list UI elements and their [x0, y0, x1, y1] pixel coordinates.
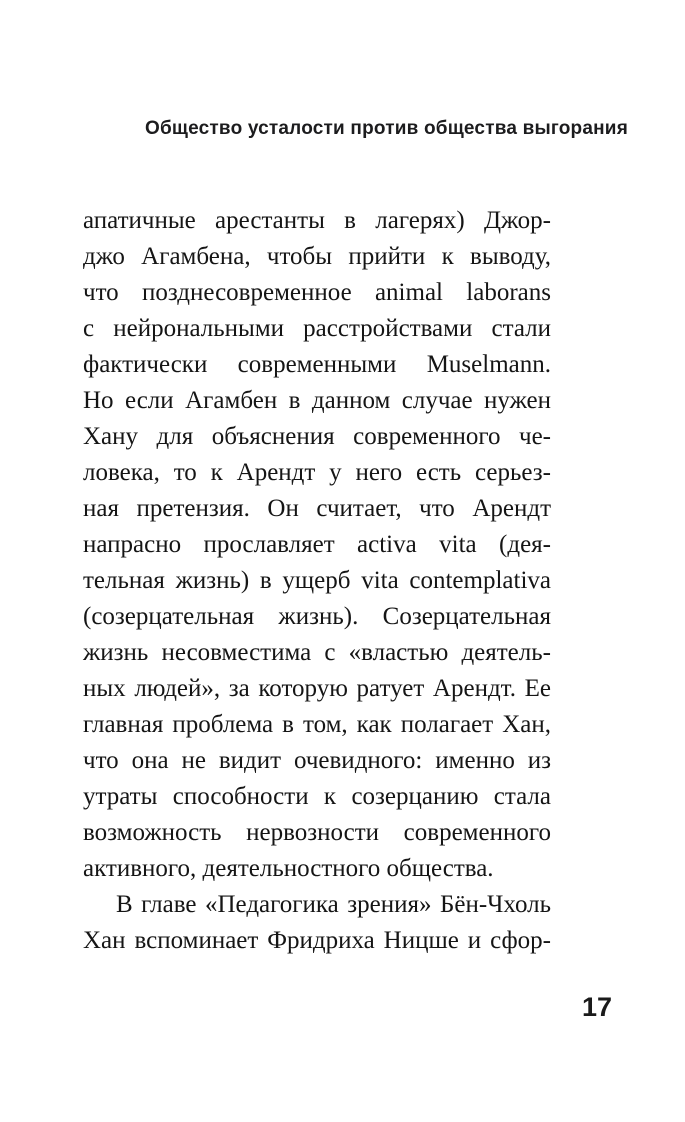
text-line: Но если Агамбен в данном случае нужен [83, 387, 551, 414]
text-line: Хан вспоминает Фридриха Ницше и сфор- [83, 927, 551, 954]
running-header: Общество усталости против общества выгорания [145, 118, 628, 139]
text-line: (созерцательная жизнь). Созерцательная [83, 603, 551, 630]
page-number: 17 [581, 992, 612, 1022]
text-line paragraph-end: активного, деятельностного общества. [83, 855, 494, 882]
page-text-block [83, 203, 551, 959]
text-line: фактически современными Muselmann. [83, 351, 551, 378]
text-line: возможность нервозности современного [83, 819, 551, 846]
text-line: что она не видит очевидного: именно из [83, 747, 551, 774]
text-line: что позднесовременное animal laborans [83, 279, 551, 306]
text-line: утраты способности к созерцанию стала [83, 783, 551, 810]
text-line: напрасно прославляет activa vita (дея- [83, 531, 551, 558]
text-line: ловека, то к Арендт у него есть серьез- [83, 459, 551, 486]
text-line: с нейрональными расстройствами стали [83, 315, 551, 342]
text-line: тельная жизнь) в ущерб vita contemplativa [83, 567, 551, 594]
text-line: ная претензия. Он считает, что Арендт [83, 495, 551, 522]
text-line: ных людей», за которую ратует Арендт. Ее [83, 675, 551, 702]
text-line: Хану для объяснения современного че- [83, 423, 551, 450]
text-line: джо Агамбена, чтобы прийти к выводу, [83, 243, 551, 270]
text-line: апатичные арестанты в лагерях) Джор- [83, 207, 551, 234]
text-line: главная проблема в том, как полагает Хан, [83, 711, 551, 738]
text-line paragraph-start: В главе «Педагогика зрения» Бён-Чхоль [116, 891, 551, 918]
text-line: жизнь несовместима с «властью деятель- [83, 639, 551, 666]
